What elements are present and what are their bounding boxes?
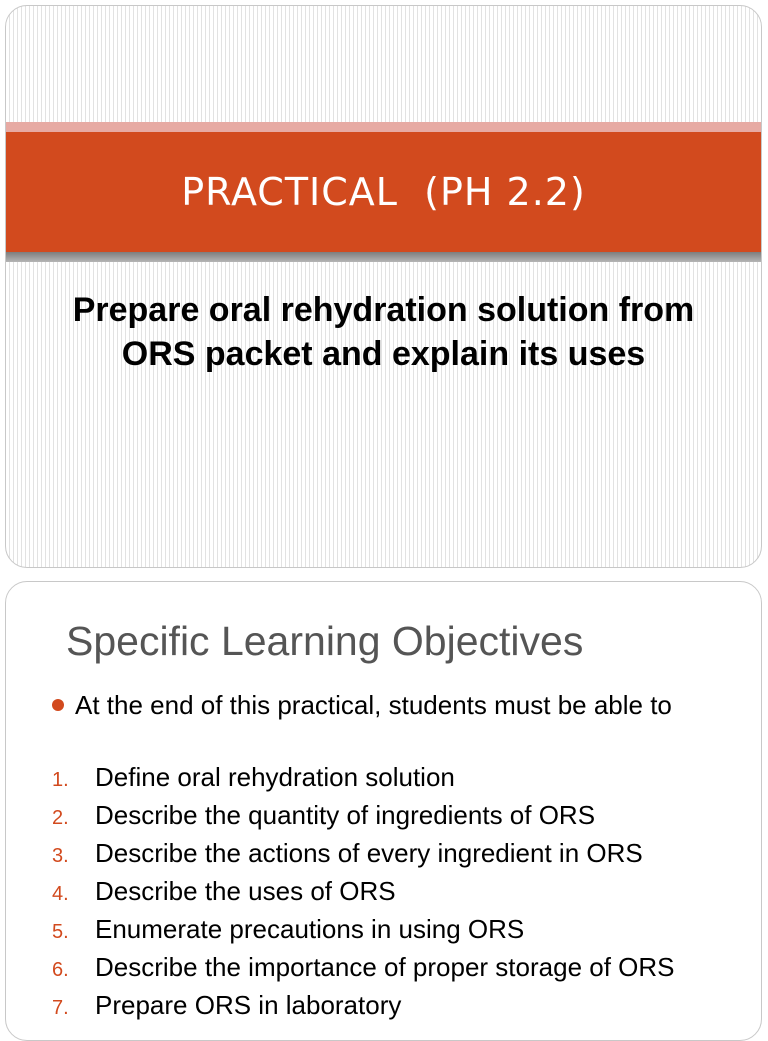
- list-item-text: Define oral rehydration solution: [95, 762, 455, 792]
- intro-bullet: [52, 690, 672, 721]
- intro-text: At the end of this practical, students must be able to: [75, 690, 672, 720]
- list-item-text: Describe the actions of every ingredient in ORS: [95, 838, 643, 868]
- list-item: [52, 762, 675, 800]
- list-item-text: Describe the uses of ORS: [95, 876, 396, 906]
- list-item: [52, 800, 675, 838]
- list-item-number: 3.: [52, 845, 69, 867]
- list-item: [52, 876, 675, 914]
- title-band: [6, 132, 761, 252]
- subtitle-line-2: ORS packet and explain its uses: [121, 335, 646, 373]
- list-item-number: 6.: [52, 959, 69, 981]
- list-item: [52, 952, 675, 990]
- list-item: [52, 914, 675, 952]
- list-item: [52, 838, 675, 876]
- slide-title: PRACTICAL (PH 2.2): [181, 170, 586, 214]
- list-item-text: Describe the quantity of ingredients of ORS: [95, 800, 596, 830]
- list-item-number: 2.: [52, 807, 69, 829]
- bullet-dot-icon: [52, 699, 64, 711]
- title-slide: [5, 5, 762, 568]
- objectives-list: [52, 762, 675, 1028]
- list-item-number: 7.: [52, 997, 69, 1019]
- list-item: [52, 990, 675, 1028]
- slide-subtitle: [6, 288, 761, 376]
- accent-stripe: [6, 122, 761, 132]
- list-item-number: 4.: [52, 883, 69, 905]
- subtitle-line-1: Prepare oral rehydration solution from: [72, 291, 695, 329]
- list-item-number: 1.: [52, 769, 69, 791]
- list-item-number: 5.: [52, 921, 69, 943]
- list-item-text: Enumerate precautions in using ORS: [95, 914, 525, 944]
- list-item-text: Prepare ORS in laboratory: [95, 990, 402, 1020]
- list-item-text: Describe the importance of proper storage of ORS: [95, 952, 675, 982]
- objectives-slide: [5, 581, 762, 1041]
- shadow-stripe: [6, 252, 761, 262]
- objectives-heading: Specific Learning Objectives: [66, 618, 584, 664]
